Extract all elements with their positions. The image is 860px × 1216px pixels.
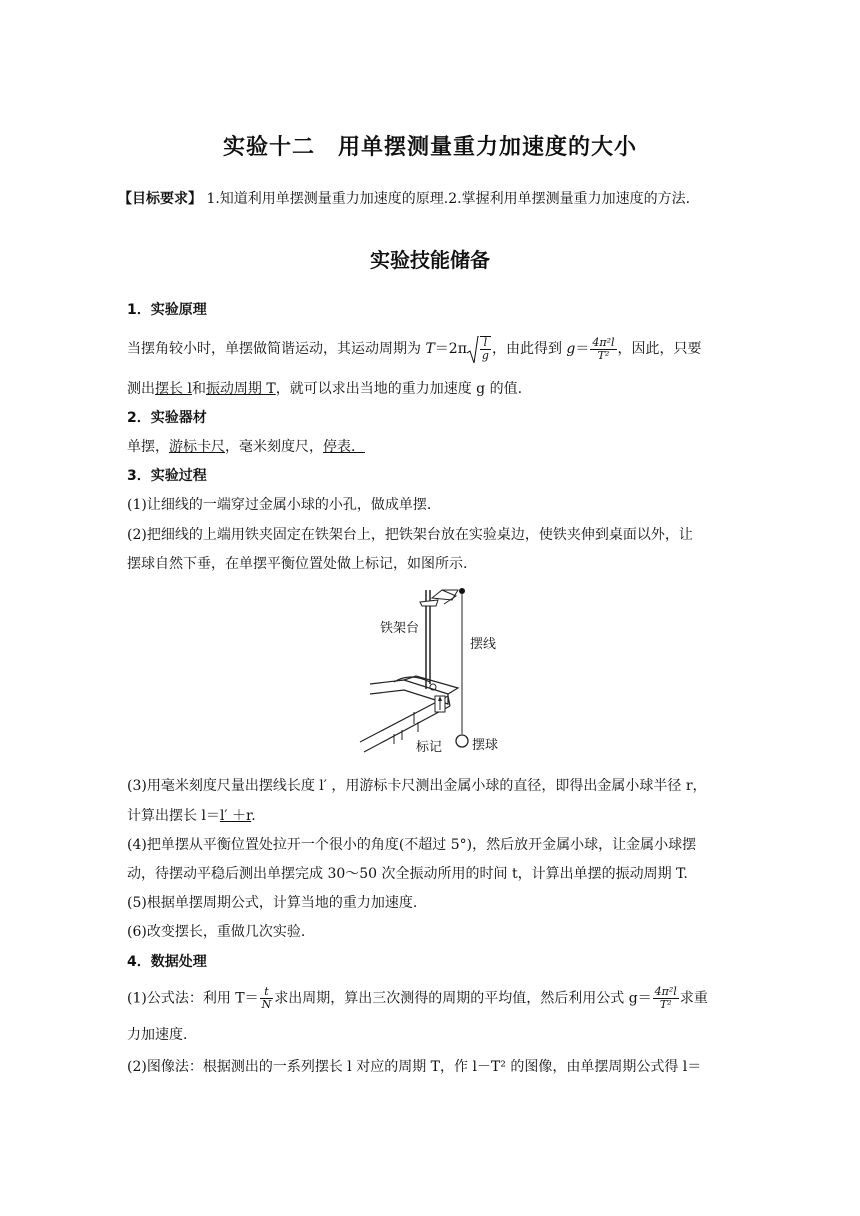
sqrt-sign-icon xyxy=(467,336,479,364)
fraction-4pi2l-T2 xyxy=(590,337,616,362)
underline-vernier-caliper: 游标卡尺 xyxy=(169,439,225,455)
data-method-2: (2)图像法：根据测出的一系列摆长 l 对应的周期 T，作 l－T² 的图像，由单摆周期公式得 l＝ xyxy=(127,1059,702,1075)
procedure-step-5: (5)根据单摆周期公式，计算当地的重力加速度. xyxy=(127,895,418,911)
frac-denominator-g: g xyxy=(481,349,489,362)
method1-text-b: 求出周期，算出三次测得的周期的平均值，然后利用公式 g＝ xyxy=(274,990,652,1007)
procedure-step-3a: (3)用毫米刻度尺量出摆线长度 l′ ，用游标卡尺测出金属小球的直径，即得出金属小球半径 r， xyxy=(127,778,707,794)
sqrt-l-over-g xyxy=(467,336,492,362)
equipment-b: ，毫米刻度尺， xyxy=(225,439,323,455)
equipment-list xyxy=(127,437,737,457)
principle-paragraph-2 xyxy=(127,379,737,399)
goal-text: 1.知道利用单摆测量重力加速度的原理.2.掌握利用单摆测量重力加速度的方法. xyxy=(202,191,691,207)
heading-data-processing: 4．数据处理 xyxy=(127,954,207,970)
underline-length-formula: l′ ＋r xyxy=(219,808,252,824)
goal-label: 【目标要求】 xyxy=(118,191,202,207)
page-title: 实验十二 用单摆测量重力加速度的大小 xyxy=(222,135,637,160)
principle-text-a: 当摆角较小时，单摆做简谐运动，其运动周期为 xyxy=(127,341,426,357)
var-g: g xyxy=(566,341,576,357)
label-ball: 摆球 xyxy=(472,738,499,753)
principle-eq2: ＝ xyxy=(575,341,590,357)
pendulum-ball-icon xyxy=(456,735,468,747)
fraction-4pi2l-T2-b xyxy=(653,986,679,1011)
heading-principle: 1．实验原理 xyxy=(127,302,207,318)
procedure-step-2b: 摆球自然下垂，在单摆平衡位置处做上标记，如图所示. xyxy=(127,556,468,572)
frac-t: t xyxy=(260,986,274,999)
procedure-step-3b xyxy=(127,806,737,826)
heading-equipment: 2．实验器材 xyxy=(127,410,207,426)
principle-paragraph-1 xyxy=(127,336,737,362)
procedure-step-4a: (4)把单摆从平衡位置处拉开一个很小的角度(不超过 5°)，然后放开金属小球，让金属小球摆 xyxy=(127,837,697,853)
var-T: T xyxy=(425,341,435,357)
step3b-text-c: . xyxy=(251,808,256,824)
data-method-1-cont: 力加速度. xyxy=(127,1027,188,1043)
frac-N: N xyxy=(261,998,272,1011)
frac-numerator: 4π²l xyxy=(592,335,615,349)
underline-period: 振动周期 T xyxy=(205,381,276,397)
procedure-step-6: (6)改变摆长，重做几次实验. xyxy=(127,924,306,940)
section-title: 实验技能储备 xyxy=(370,248,490,272)
heading-procedure: 3．实验过程 xyxy=(127,468,207,484)
frac-numerator-b: 4π²l xyxy=(654,985,677,998)
fraction-t-over-N xyxy=(260,986,274,1011)
principle-p2-b: 和 xyxy=(191,381,206,397)
step3b-text-a: 计算出摆长 l＝ xyxy=(127,808,220,824)
principle-eq: ＝2π xyxy=(434,341,467,357)
principle-text-c: ，因此，只要 xyxy=(617,341,702,357)
label-mark: 标记 xyxy=(416,740,443,755)
label-string: 摆线 xyxy=(470,637,497,652)
goal-requirements xyxy=(118,188,748,208)
procedure-step-1: (1)让细线的一端穿过金属小球的小孔，做成单摆. xyxy=(127,497,432,513)
principle-text-b: ，由此得到 xyxy=(491,341,567,357)
frac-numerator-l: l xyxy=(480,337,491,350)
procedure-step-2a: (2)把细线的上端用铁夹固定在铁架台上，把铁架台放在实验桌边，使铁夹伸到桌面以外，让 xyxy=(127,527,693,543)
frac-denominator: T² xyxy=(597,348,610,362)
pendulum-figure xyxy=(358,584,508,759)
method1-text-a: (1)公式法：利用 T＝ xyxy=(127,990,259,1007)
frac-denominator-b: T² xyxy=(659,998,672,1011)
principle-p2-c: ，就可以求出当地的重力加速度 g 的值. xyxy=(275,381,523,397)
underline-pendulum-length: 摆长 l xyxy=(155,381,192,397)
principle-p2-a: 测出 xyxy=(127,381,155,397)
equipment-a: 单摆， xyxy=(127,439,169,455)
label-iron-stand: 铁架台 xyxy=(380,621,420,636)
method1-text-c: 求重 xyxy=(679,990,708,1007)
procedure-step-4b: 动，待摆动平稳后测出单摆完成 30～50 次全振动所用的时间 t，计算出单摆的振动周期 T. xyxy=(127,866,688,882)
data-method-1 xyxy=(127,986,737,1011)
underline-stopwatch: 停表． xyxy=(323,439,365,455)
